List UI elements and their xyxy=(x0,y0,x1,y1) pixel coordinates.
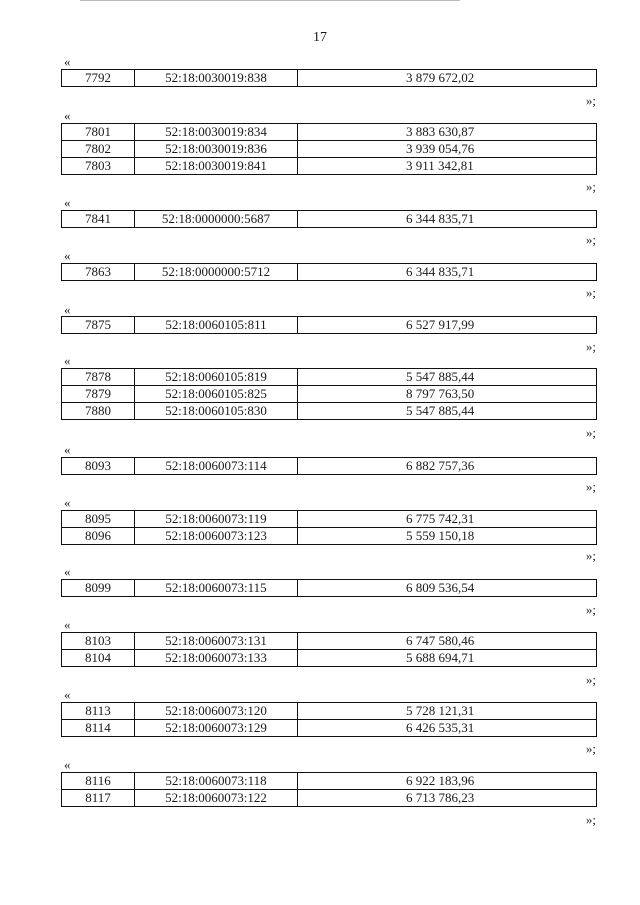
table-row xyxy=(62,158,597,175)
table-row xyxy=(62,369,597,386)
cadastral-value-cell: 5 547 885,44 xyxy=(298,369,597,386)
parcel-table xyxy=(61,579,597,597)
cadastral-number-cell: 52:18:0060073:119 xyxy=(135,511,298,528)
cadastral-value-cell: 6 882 757,36 xyxy=(298,458,597,475)
close-quote: »; xyxy=(585,741,596,756)
cadastral-value-cell: 6 713 786,23 xyxy=(298,790,597,807)
close-quote: »; xyxy=(585,285,596,300)
table-row xyxy=(62,511,597,528)
row-number-cell: 8116 xyxy=(62,773,135,790)
table-row xyxy=(62,403,597,420)
parcel-table xyxy=(61,457,597,475)
cadastral-value-cell: 3 911 342,81 xyxy=(298,158,597,175)
close-quote: »; xyxy=(585,602,596,617)
open-quote: « xyxy=(64,617,71,632)
cadastral-value-cell: 3 883 630,87 xyxy=(298,124,597,141)
close-quote: »; xyxy=(585,339,596,354)
open-quote: « xyxy=(64,302,71,317)
open-quote: « xyxy=(64,353,71,368)
open-quote: « xyxy=(64,195,71,210)
open-quote: « xyxy=(64,564,71,579)
cadastral-number-cell: 52:18:0060073:133 xyxy=(135,650,298,667)
row-number-cell: 7879 xyxy=(62,386,135,403)
table-row xyxy=(62,458,597,475)
cadastral-value-cell: 5 728 121,31 xyxy=(298,703,597,720)
parcel-table xyxy=(61,210,597,228)
cadastral-value-cell: 3 879 672,02 xyxy=(298,70,597,87)
table-row xyxy=(62,720,597,737)
close-quote: »; xyxy=(585,425,596,440)
table-row xyxy=(62,790,597,807)
close-quote: »; xyxy=(585,672,596,687)
cadastral-value-cell: 5 559 150,18 xyxy=(298,528,597,545)
cadastral-value-cell: 8 797 763,50 xyxy=(298,386,597,403)
row-number-cell: 8095 xyxy=(62,511,135,528)
table-row xyxy=(62,141,597,158)
table-row xyxy=(62,703,597,720)
cadastral-number-cell: 52:18:0060105:825 xyxy=(135,386,298,403)
cadastral-number-cell: 52:18:0060073:114 xyxy=(135,458,298,475)
parcel-table xyxy=(61,263,597,281)
cadastral-value-cell: 6 426 535,31 xyxy=(298,720,597,737)
open-quote: « xyxy=(64,495,71,510)
cadastral-number-cell: 52:18:0030019:841 xyxy=(135,158,298,175)
row-number-cell: 7863 xyxy=(62,264,135,281)
cadastral-number-cell: 52:18:0030019:836 xyxy=(135,141,298,158)
row-number-cell: 8096 xyxy=(62,528,135,545)
table-row xyxy=(62,124,597,141)
cadastral-value-cell: 6 344 835,71 xyxy=(298,264,597,281)
table-row xyxy=(62,580,597,597)
cadastral-number-cell: 52:18:0060073:123 xyxy=(135,528,298,545)
cadastral-number-cell: 52:18:0060073:120 xyxy=(135,703,298,720)
cadastral-value-cell: 6 527 917,99 xyxy=(298,317,597,334)
open-quote: « xyxy=(64,108,71,123)
cadastral-number-cell: 52:18:0060105:811 xyxy=(135,317,298,334)
table-row xyxy=(62,386,597,403)
open-quote: « xyxy=(64,442,71,457)
parcel-table xyxy=(61,69,597,87)
row-number-cell: 8114 xyxy=(62,720,135,737)
parcel-table xyxy=(61,368,597,420)
open-quote: « xyxy=(64,54,71,69)
row-number-cell: 7880 xyxy=(62,403,135,420)
close-quote: »; xyxy=(585,479,596,494)
cadastral-value-cell: 5 547 885,44 xyxy=(298,403,597,420)
close-quote: »; xyxy=(585,93,596,108)
cadastral-number-cell: 52:18:0030019:834 xyxy=(135,124,298,141)
row-number-cell: 8093 xyxy=(62,458,135,475)
table-row xyxy=(62,773,597,790)
cadastral-number-cell: 52:18:0000000:5687 xyxy=(135,211,298,228)
cadastral-number-cell: 52:18:0060073:131 xyxy=(135,633,298,650)
cadastral-number-cell: 52:18:0060073:122 xyxy=(135,790,298,807)
parcel-table xyxy=(61,510,597,545)
close-quote: »; xyxy=(585,179,596,194)
cadastral-number-cell: 52:18:0030019:838 xyxy=(135,70,298,87)
parcel-table xyxy=(61,772,597,807)
cadastral-value-cell: 5 688 694,71 xyxy=(298,650,597,667)
cadastral-value-cell: 6 922 183,96 xyxy=(298,773,597,790)
table-row xyxy=(62,317,597,334)
table-row xyxy=(62,528,597,545)
open-quote: « xyxy=(64,687,71,702)
page-number: 17 xyxy=(313,30,327,45)
cadastral-value-cell: 6 775 742,31 xyxy=(298,511,597,528)
row-number-cell: 7802 xyxy=(62,141,135,158)
cadastral-number-cell: 52:18:0060073:129 xyxy=(135,720,298,737)
open-quote: « xyxy=(64,757,71,772)
cadastral-value-cell: 6 809 536,54 xyxy=(298,580,597,597)
row-number-cell: 8117 xyxy=(62,790,135,807)
cadastral-value-cell: 3 939 054,76 xyxy=(298,141,597,158)
parcel-table xyxy=(61,316,597,334)
row-number-cell: 7803 xyxy=(62,158,135,175)
row-number-cell: 8113 xyxy=(62,703,135,720)
close-quote: »; xyxy=(585,812,596,827)
cadastral-number-cell: 52:18:0060073:118 xyxy=(135,773,298,790)
cadastral-value-cell: 6 344 835,71 xyxy=(298,211,597,228)
row-number-cell: 7801 xyxy=(62,124,135,141)
row-number-cell: 7841 xyxy=(62,211,135,228)
cadastral-number-cell: 52:18:0000000:5712 xyxy=(135,264,298,281)
table-row xyxy=(62,633,597,650)
parcel-table xyxy=(61,702,597,737)
table-row xyxy=(62,650,597,667)
row-number-cell: 7878 xyxy=(62,369,135,386)
cadastral-value-cell: 6 747 580,46 xyxy=(298,633,597,650)
row-number-cell: 8104 xyxy=(62,650,135,667)
parcel-table xyxy=(61,123,597,175)
cadastral-number-cell: 52:18:0060105:830 xyxy=(135,403,298,420)
row-number-cell: 7792 xyxy=(62,70,135,87)
row-number-cell: 7875 xyxy=(62,317,135,334)
table-row xyxy=(62,264,597,281)
cadastral-number-cell: 52:18:0060105:819 xyxy=(135,369,298,386)
top-scan-rule xyxy=(80,0,460,1)
row-number-cell: 8099 xyxy=(62,580,135,597)
close-quote: »; xyxy=(585,548,596,563)
table-row xyxy=(62,211,597,228)
row-number-cell: 8103 xyxy=(62,633,135,650)
parcel-table xyxy=(61,632,597,667)
table-row xyxy=(62,70,597,87)
cadastral-number-cell: 52:18:0060073:115 xyxy=(135,580,298,597)
open-quote: « xyxy=(64,248,71,263)
close-quote: »; xyxy=(585,232,596,247)
